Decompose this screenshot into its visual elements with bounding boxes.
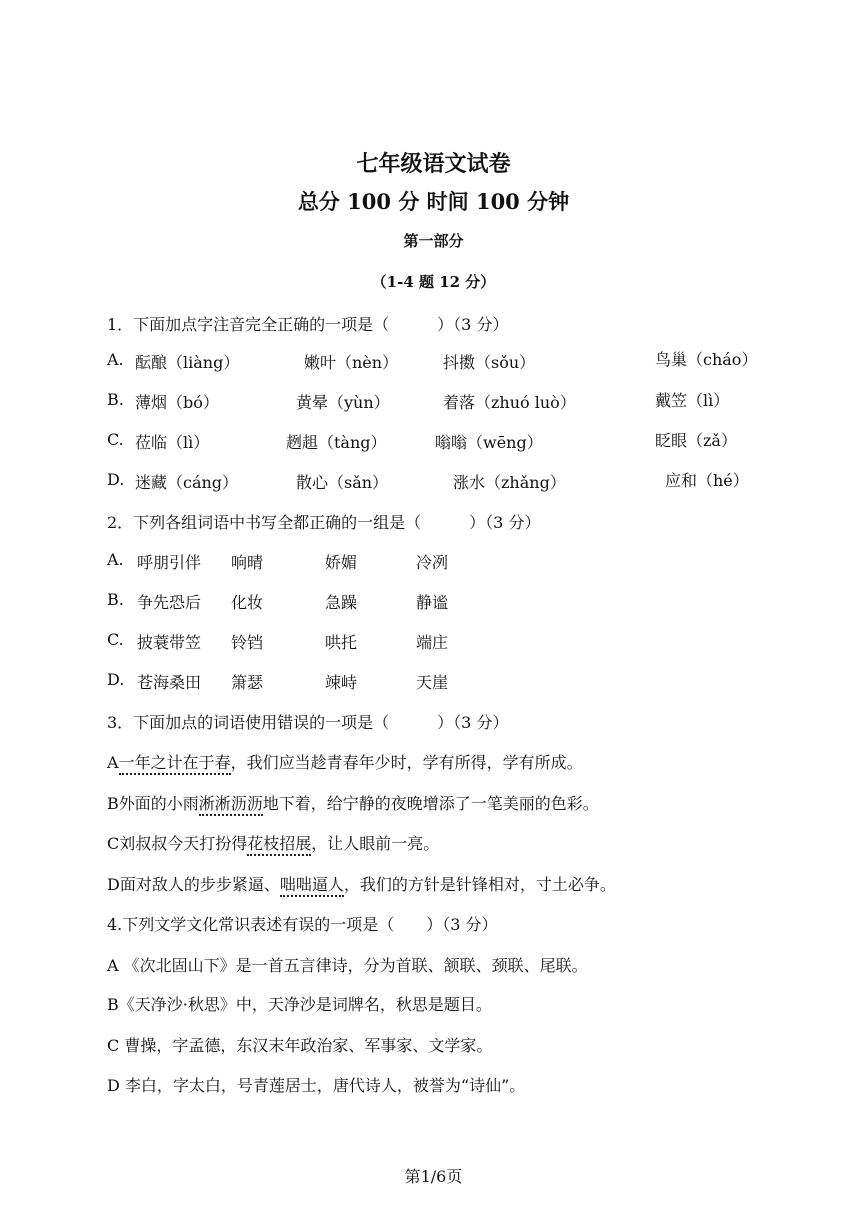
option-item: 散心（sǎn） — [296, 473, 389, 492]
question-3-stem: 3．下面加点的词语使用错误的一项是（ ）（3 分） — [107, 713, 509, 732]
question-4-option-b: B《天净沙·秋思》中，天净沙是词牌名，秋思是题目。 — [107, 995, 492, 1014]
option-label: A — [107, 753, 119, 772]
option-item: 急躁 — [325, 593, 358, 612]
option-item: 箫瑟 — [231, 673, 264, 692]
option-item: 着落（zhuó luò） — [443, 393, 576, 412]
question-4-option-a: A 《次北固山下》是一首五言律诗，分为首联、颔联、颈联、尾联。 — [107, 956, 588, 975]
option-item: 嫩叶（nèn） — [304, 353, 399, 372]
option-item: 苍海桑田 — [137, 673, 202, 692]
option-text: ，让人眼前一亮。 — [311, 834, 440, 853]
question-1-stem: 1．下面加点字注音完全正确的一项是（ ）（3 分） — [107, 315, 509, 334]
option-text: ，我们的方针是针锋相对，寸土必争。 — [343, 875, 616, 894]
option-label: B. — [107, 390, 124, 409]
page-title: 七年级语文试卷 — [356, 151, 511, 177]
option-item: 莅临（lì） — [135, 433, 210, 452]
option-label: A. — [107, 350, 124, 369]
question-4-option-d: D 李白，字太白，号青莲居士，唐代诗人，被誉为“诗仙”。 — [107, 1076, 526, 1095]
option-item: 应和（hé） — [665, 471, 749, 490]
part-range: （1-4 题 12 分） — [371, 273, 496, 291]
option-item: 薄烟（bó） — [135, 393, 219, 412]
option-item: 酝酿（liàng） — [135, 353, 240, 372]
option-item: 涨水（zhǎng） — [453, 473, 566, 492]
option-item: 黄晕（yùn） — [296, 393, 390, 412]
option-item: 鸟巢（cháo） — [655, 350, 758, 369]
option-item: 端庄 — [416, 633, 449, 652]
option-item: 化妆 — [231, 593, 264, 612]
dotted-phrase: 花枝招展 — [247, 834, 311, 856]
question-4-stem: 4.下列文学文化常识表述有误的一项是（ ）（3 分） — [107, 915, 498, 934]
option-item: 争先恐后 — [137, 593, 202, 612]
option-item: 哄托 — [325, 633, 358, 652]
option-text: 地下着，给宁静的夜晚增添了一笔美丽的色彩。 — [262, 794, 599, 813]
question-3-option-a — [107, 750, 583, 773]
option-item: 竦峙 — [325, 673, 358, 692]
question-2-stem: 2．下列各组词语中书写全都正确的一组是（ ）（3 分） — [107, 513, 541, 532]
question-3-option-c — [107, 831, 439, 854]
question-4-option-c: C 曹操，字孟德，东汉末年政治家、军事家、文学家。 — [107, 1036, 493, 1055]
option-label: A. — [107, 550, 124, 569]
option-label: C. — [107, 430, 124, 449]
option-text: 外面的小雨 — [118, 794, 199, 813]
option-item: 戴笠（lì） — [655, 391, 730, 410]
option-text: ，我们应当趁青春年少时，学有所得，学有所成。 — [230, 753, 583, 772]
option-item: 天崖 — [416, 673, 449, 692]
option-item: 响晴 — [231, 553, 264, 572]
option-label: D. — [107, 670, 125, 689]
option-item: 披蓑带笠 — [137, 633, 202, 652]
question-3-option-d — [107, 872, 616, 895]
option-label: C — [107, 834, 120, 853]
option-label: C. — [107, 630, 124, 649]
option-label: B — [107, 794, 119, 813]
option-item: 眨眼（zǎ） — [655, 431, 737, 450]
option-item: 静谧 — [416, 593, 449, 612]
question-3-option-b — [107, 791, 599, 814]
option-item: 嗡嗡（wēng） — [435, 433, 543, 452]
option-item: 抖擞（sǒu） — [443, 353, 536, 372]
part-heading: 第一部分 — [403, 232, 464, 250]
option-item: 趔趄（tàng） — [286, 433, 387, 452]
option-item: 冷冽 — [416, 553, 449, 572]
option-item: 娇媚 — [325, 553, 358, 572]
dotted-phrase: 咄咄逼人 — [280, 875, 344, 897]
option-item: 呼朋引伴 — [137, 553, 202, 572]
option-label: B. — [107, 590, 124, 609]
option-text: 刘叔叔今天打扮得 — [119, 834, 248, 853]
option-item: 迷藏（cáng） — [135, 473, 239, 492]
dotted-phrase: 一年之计在于春 — [119, 753, 231, 775]
dotted-phrase: 淅淅沥沥 — [199, 794, 263, 816]
exam-info: 总分 100 分 时间 100 分钟 — [297, 189, 570, 214]
page-number: 第1/6页 — [404, 1167, 463, 1186]
option-label: D — [107, 875, 120, 894]
option-label: D. — [107, 470, 125, 489]
option-item: 铃铛 — [231, 633, 264, 652]
option-text: 面对敌人的步步紧逼、 — [119, 875, 280, 894]
